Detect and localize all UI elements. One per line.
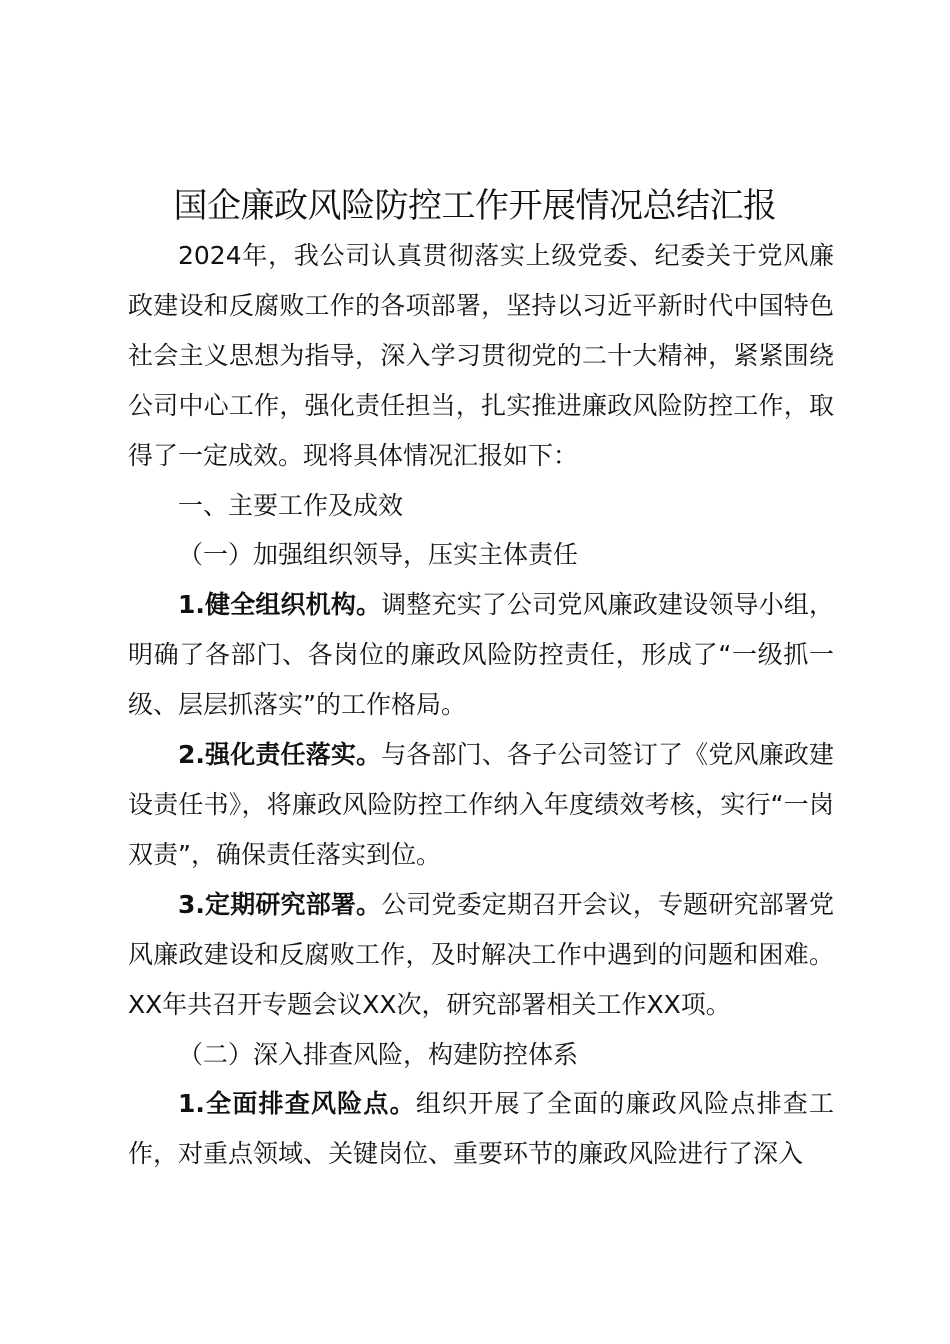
list-item [128,730,834,880]
subsection-heading-1: （一）加强组织领导，压实主体责任 [178,540,579,570]
item-text: 与各部门、各子公司签订了《党风廉政建设责任书》，将廉政风险防控工作纳入年度绩效考核，实行“一岗双责”，确保责任落实到位。 [128,740,834,869]
item-text: 调整充实了公司党风廉政建设领导小组，明确了各部门、各岗位的廉政风险防控责任，形成了“一级抓一级、层层抓落实”的工作格局。 [128,590,834,720]
list-item [128,1079,834,1179]
subsection-heading-2: （二）深入排查风险，构建防控体系 [178,1039,579,1069]
document-body [128,231,834,1179]
item-text: 公司党委定期召开会议，专题研究部署党风廉政建设和反腐败工作，及时解决工作中遇到的问题和困难。XX年共召开专题会议XX次，研究部署相关工作XX项。 [128,889,834,1019]
section-heading-1: 一、主要工作及成效 [178,490,404,520]
list-item [128,880,834,1030]
item-text: 组织开展了全面的廉政风险点排查工作，对重点领域、关键岗位、重要环节的廉政风险进行了深入 [128,1089,834,1169]
list-item [128,580,834,730]
intro-paragraph: 2024年，我公司认真贯彻落实上级党委、纪委关于党风廉政建设和反腐败工作的各项部署，坚持以习近平新时代中国特色社会主义思想为指导，深入学习贯彻党的二十大精神，紧紧围绕公司中心工作，强化责任担当，扎实推进廉政风险防控工作，取得了一定成效。现将具体情况汇报如下： [128,241,834,470]
item-lead: 3.定期研究部署。 [178,889,382,919]
item-lead: 1.健全组织机构。 [178,590,382,620]
item-lead: 2.强化责任落实。 [178,740,382,770]
item-lead: 1.全面排查风险点。 [178,1089,416,1119]
document-title: 国企廉政风险防控工作开展情况总结汇报 [173,186,777,226]
